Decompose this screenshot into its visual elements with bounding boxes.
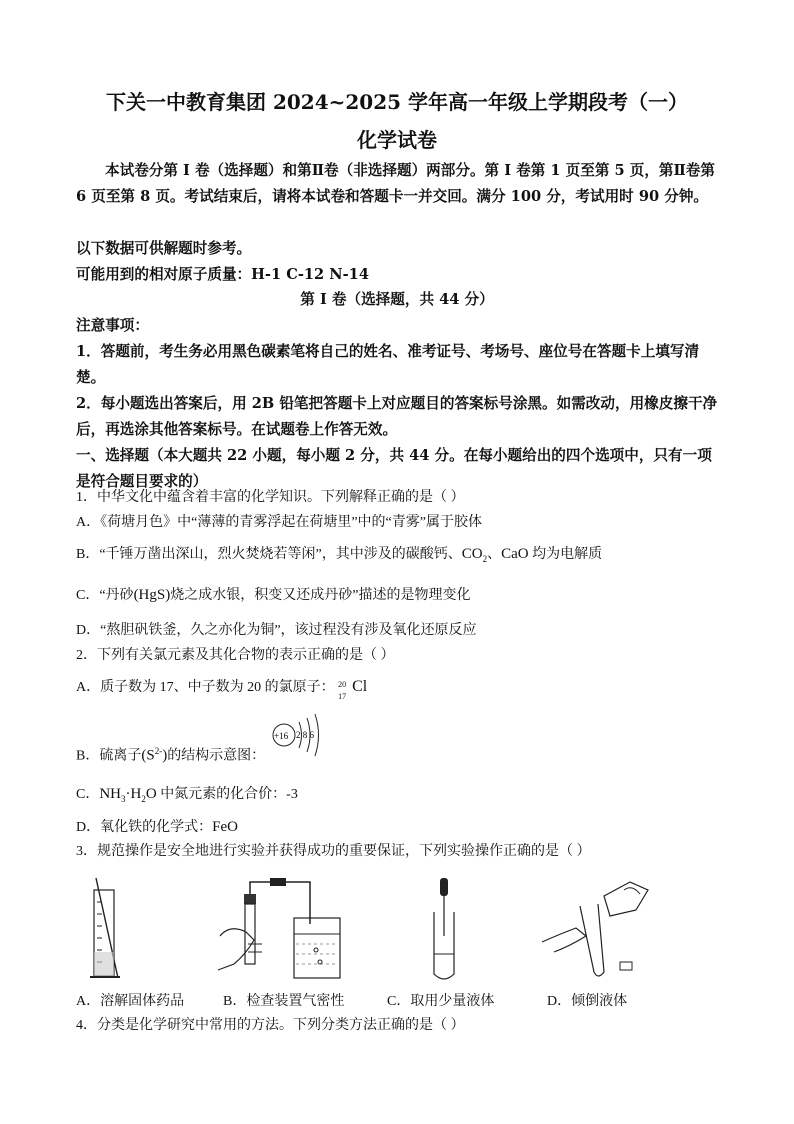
q3-stem: 3．规范操作是安全地进行实验并获得成功的重要保证，下列实验操作正确的是（ ） [76,844,591,859]
q1-option-d: D．“熬胆矾铁釜，久之亦化为铜”，该过程没有涉及氧化还原反应 [76,623,477,638]
q3-option-a: A．溶解固体药品 [76,994,185,1009]
exam-title: 下关一中教育集团 2024~2025 学年高一年级上学期段考（一） [105,90,688,114]
q3-option-d: D．倾倒液体 [547,994,628,1009]
q2-option-d: D．氧化铁的化学式：FeO [76,819,238,835]
note-2: 2．每小题选出答案后，用 2B 铅笔把答题卡上对应题目的答案标号涂黑。如需改动，用橡皮擦干净后，再选涂其他答案标号。在试题卷上作答无效。 [76,395,718,438]
exam-subject: 化学试卷 [357,128,437,152]
notes-title: 注意事项： [76,317,149,334]
q2-option-b: B．硫离子$(S^{2-})$的结构示意图： [76,746,266,764]
nucleus-label: +16 [274,731,289,741]
figure-dissolve-solid [88,872,128,982]
q1-option-b: B．“千锤万凿出深山，烈火焚烧若等闲”，其中涉及的碳酸钙、$CO_2$、CaO 均为电解质 [76,546,603,564]
q2-stem: 2．下列有关氯元素及其化合物的表示正确的是（ ） [76,648,395,663]
q3-option-b: B．检查装置气密性 [223,994,345,1009]
q1-option-c: C．“丹砂(HgS)烧之成水银，积变又还成丹砂”描述的是物理变化 [76,587,471,603]
q1-option-a: A．《荷塘月色》中“薄薄的青雾浮起在荷塘里”中的“青雾”属于胶体 [76,515,482,530]
intro-paragraph: 本试卷分第 I 卷（选择题）和第Ⅱ卷（非选择题）两部分。第 I 卷第 1 页至第 5 页，第Ⅱ卷第 6 页至第 8 页。考试结束后，请将本试卷和答题卡一并交回。满分 100 分，考试用时 90 分钟。 [76,162,715,205]
reference-line: 以下数据可供解题时参考。 [76,240,252,257]
figure-airtightness-check [210,874,340,982]
part-title: 一、选择题（本大题共 22 小题，每小题 2 分，共 44 分。在每小题给出的四个选项中，只有一项是符合题目要求的） [76,447,712,490]
sulfur-ion-diagram [270,712,330,762]
section-heading: 第 I 卷（选择题，共 44 分） [300,291,494,308]
note-1: 1．答题前，考生务必用黑色碳素笔将自己的姓名、准考证号、考场号、座位号在答题卡上填写清楚。 [76,343,700,386]
q1-stem: 1．中华文化中蕴含着丰富的化学知识。下列解释正确的是（ ） [76,490,465,505]
shell-electrons-label: 2 8 6 [296,730,314,740]
figure-pour-liquid [540,876,660,982]
q4-stem: 4．分类是化学研究中常用的方法。下列分类方法正确的是（ ） [76,1018,465,1033]
q2-option-c: C．$NH_3\cdot H_2O$ 中氮元素的化合价：-3 [76,786,298,804]
q3-option-c: C．取用少量液体 [387,994,495,1009]
figure-take-liquid [430,878,460,982]
atomic-mass-line: 可能用到的相对原子质量：H-1 C-12 N-14 [76,266,369,283]
q2-option-a: A．质子数为 17、中子数为 20 的氯原子： 20 17 Cl [76,678,368,701]
